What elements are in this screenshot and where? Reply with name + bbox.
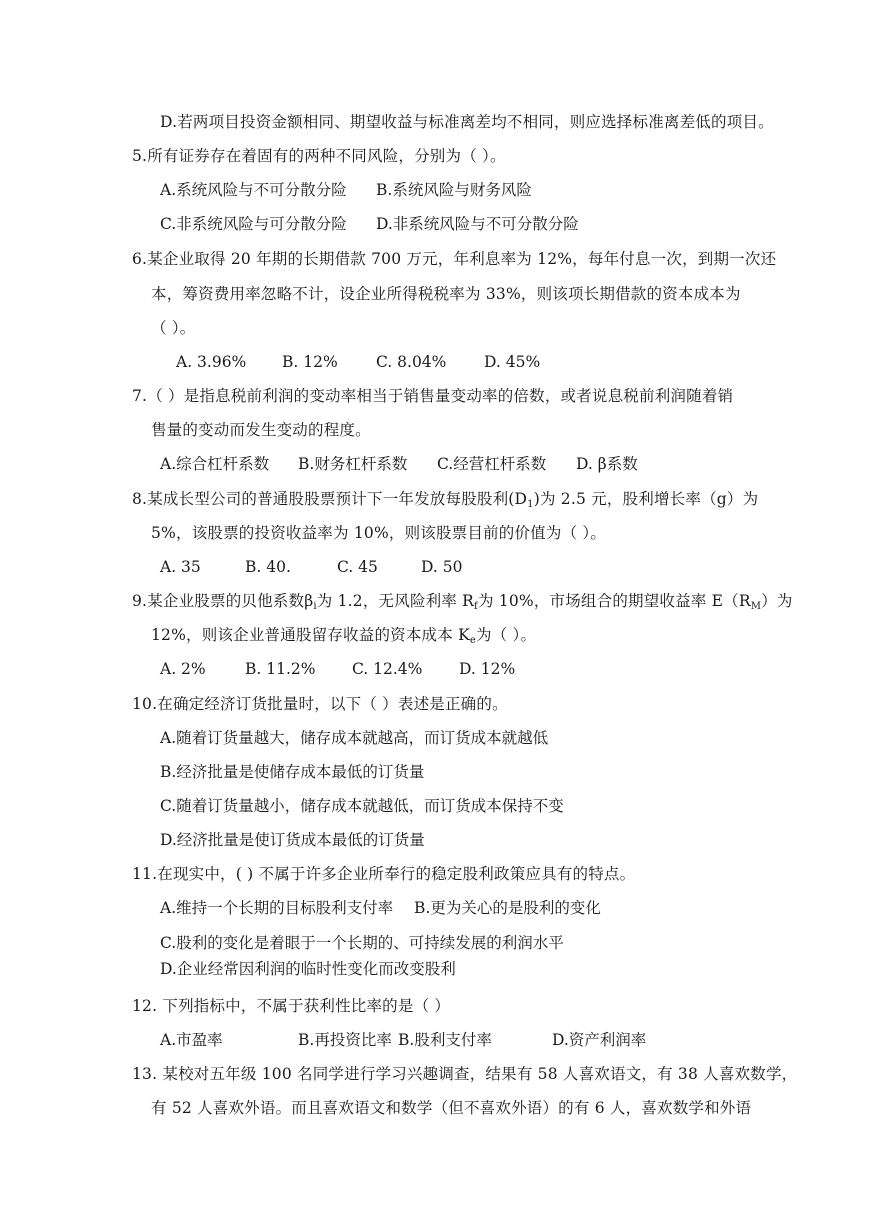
q8-option-a: A. 35 (160, 558, 201, 576)
q6-option-a: A. 3.96% (176, 353, 247, 371)
question-7-line-2: 售量的变动而发生变动的程度。 (151, 421, 371, 439)
question-11: 11.在现实中，( ) 不属于许多企业所奉行的稳定股利政策应具有的特点。 (132, 865, 636, 883)
question-5: 5.所有证券存在着固有的两种不同风险，分别为（ ）。 (132, 147, 506, 165)
q5-option-b: B.系统风险与财务风险 (376, 181, 532, 199)
question-8-line-2: 5%，该股票的投资收益率为 10%，则该股票目前的价值为（ ）。 (151, 524, 607, 542)
q7-option-b: B.财务杠杆系数 (298, 455, 408, 473)
question-12: 12. 下列指标中，不属于获利性比率的是（ ） (132, 997, 451, 1015)
question-9-line-1: 9.某企业股票的贝他系数$\beta_i$为 1.2，无风险利率 $R_f$为 10%，市场组合的期望收益率 $E(R_M)$为 (132, 592, 793, 612)
q5-option-a: A.系统风险与不可分散分险 (160, 181, 347, 199)
question-10: 10.在确定经济订货批量时，以下（ ）表述是正确的。 (132, 695, 508, 713)
question-13-line-2: 有 52 人喜欢外语。而且喜欢语文和数学（但不喜欢外语）的有 6 人，喜欢数学和外语 (151, 1099, 752, 1117)
question-6-line-3: （ ）。 (151, 319, 196, 337)
q12-option-b: B.再投资比率 (298, 1031, 392, 1049)
q9-option-b: B. 11.2% (245, 660, 316, 678)
question-9-line-2: 12%，则该企业普通股留存收益的资本成本 $K_e$为（ ）。 (151, 626, 537, 646)
q5-option-c: C.非系统风险与可分散分险 (160, 215, 347, 233)
q12-option-c: B.股利支付率 (398, 1031, 492, 1049)
q8-option-c: C. 45 (337, 558, 378, 576)
q6-option-b: B. 12% (282, 353, 338, 371)
q9-option-d: D. 12% (459, 660, 516, 678)
q12-option-d: D.资产利润率 (552, 1031, 647, 1049)
q9-option-a: A. 2% (160, 660, 206, 678)
question-8-line-1: 8.某成长型公司的普通股股票预计下一年发放每股股利$(D_1)$为 2.5 元，股利增长率（g）为 (132, 490, 759, 510)
q11-option-b: B.更为关心的是股利的变化 (414, 899, 601, 917)
q7-option-d: D. β系数 (576, 455, 638, 473)
q6-option-d: D. 45% (484, 353, 541, 371)
q10-option-c: C.随着订货量越小，储存成本就越低，而订货成本保持不变 (160, 797, 564, 815)
q7-option-c: C.经营杠杆系数 (437, 455, 547, 473)
q11-option-c: C.股利的变化是着眼于一个长期的、可持续发展的利润水平 (160, 934, 564, 952)
q9-option-c: C. 12.4% (352, 660, 423, 678)
q5-option-d: D.非系统风险与不可分散分险 (376, 215, 579, 233)
question-13-line-1: 13. 某校对五年级 100 名同学进行学习兴趣调查，结果有 58 人喜欢语文，有 38 人喜欢数学， (132, 1065, 798, 1083)
q6-option-c: C. 8.04% (376, 353, 447, 371)
question-6-line-1: 6.某企业取得 20 年期的长期借款 700 万元，年利息率为 12%，每年付息一次，到期一次还 (132, 250, 777, 268)
question-7-line-1: 7.（ ）是指息税前利润的变动率相当于销售量变动率的倍数，或者说息税前利润随着销 (132, 387, 734, 405)
q11-option-a: A.维持一个长期的目标股利支付率 (160, 899, 394, 917)
q10-option-b: B.经济批量是使储存成本最低的订货量 (160, 763, 425, 781)
question-6-line-2: 本，筹资费用率忽略不计，设企业所得税税率为 33%，则该项长期借款的资本成本为 (151, 285, 741, 303)
q7-option-a: A.综合杠杆系数 (160, 455, 270, 473)
q4-option-d: D.若两项目投资金额相同、期望收益与标准离差均不相同，则应选择标准离差低的项目。 (160, 113, 774, 131)
q10-option-a: A.随着订货量越大，储存成本就越高，而订货成本就越低 (160, 729, 549, 747)
q11-option-d: D.企业经常因利润的临时性变化而改变股利 (160, 960, 456, 978)
q8-option-d: D. 50 (421, 558, 463, 576)
q12-option-a: A.市盈率 (160, 1031, 223, 1049)
q10-option-d: D.经济批量是使订货成本最低的订货量 (160, 831, 425, 849)
q8-option-b: B. 40. (245, 558, 291, 576)
